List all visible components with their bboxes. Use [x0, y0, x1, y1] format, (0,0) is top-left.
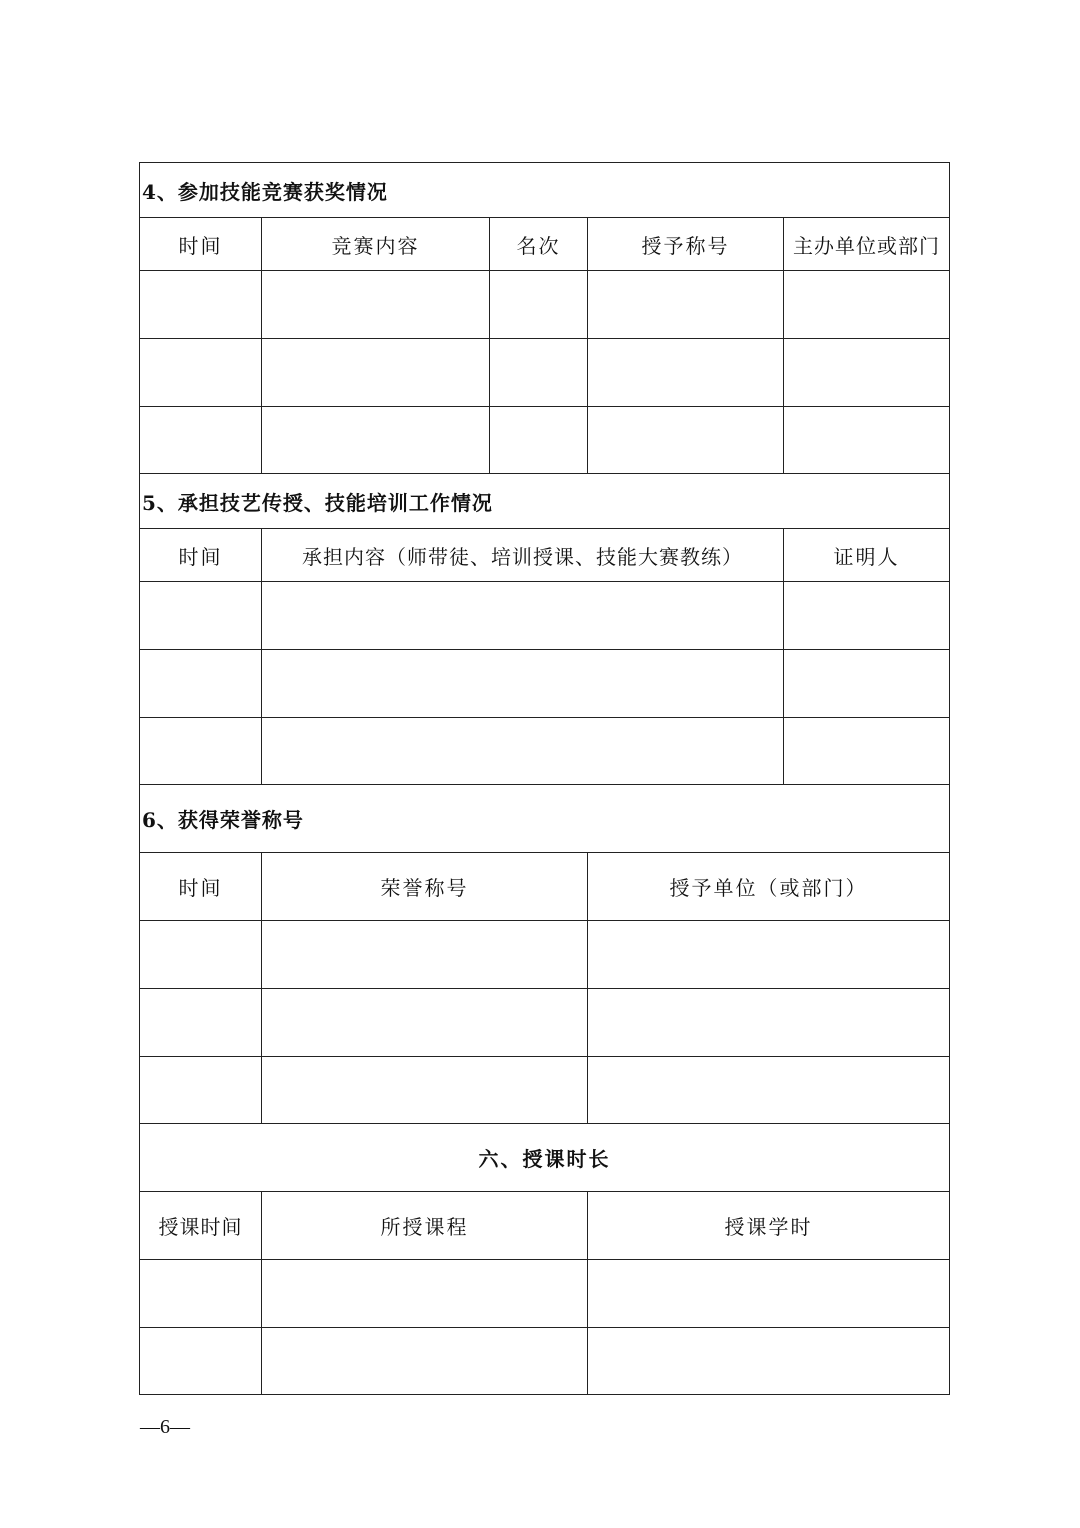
registration-form-table	[139, 162, 950, 1395]
column-header: 时间	[140, 529, 262, 582]
blank-row	[140, 989, 950, 1057]
blank-cell[interactable]	[784, 718, 950, 785]
blank-row	[140, 407, 950, 474]
blank-cell[interactable]	[588, 271, 784, 339]
blank-cell[interactable]	[262, 407, 490, 474]
blank-cell[interactable]	[784, 339, 950, 407]
blank-cell[interactable]	[262, 1328, 588, 1395]
teaching-header-row	[140, 1192, 950, 1260]
blank-cell[interactable]	[588, 921, 950, 989]
blank-row	[140, 1328, 950, 1395]
blank-cell[interactable]	[262, 650, 784, 718]
column-header: 授予称号	[588, 218, 784, 271]
blank-cell[interactable]	[588, 989, 950, 1057]
blank-cell[interactable]	[262, 921, 588, 989]
column-header: 授课学时	[588, 1192, 950, 1260]
blank-cell[interactable]	[490, 407, 588, 474]
blank-cell[interactable]	[262, 718, 784, 785]
blank-cell[interactable]	[588, 1057, 950, 1124]
section-5-header-row	[140, 529, 950, 582]
blank-cell[interactable]	[588, 339, 784, 407]
column-header: 时间	[140, 218, 262, 271]
section-title: 6、获得荣誉称号	[140, 785, 950, 853]
blank-row	[140, 650, 950, 718]
column-header: 荣誉称号	[262, 853, 588, 921]
column-header: 授予单位（或部门）	[588, 853, 950, 921]
blank-row	[140, 271, 950, 339]
blank-cell[interactable]	[262, 989, 588, 1057]
blank-row	[140, 1260, 950, 1328]
blank-cell[interactable]	[140, 650, 262, 718]
section-5-title-row	[140, 474, 950, 529]
teaching-title-row	[140, 1124, 950, 1192]
section-6-header-row	[140, 853, 950, 921]
column-header: 竞赛内容	[262, 218, 490, 271]
column-header: 主办单位或部门	[784, 218, 950, 271]
column-header: 时间	[140, 853, 262, 921]
blank-cell[interactable]	[784, 271, 950, 339]
blank-row	[140, 718, 950, 785]
blank-row	[140, 1057, 950, 1124]
section-4-header-row	[140, 218, 950, 271]
section-title: 4、参加技能竞赛获奖情况	[140, 163, 950, 218]
blank-cell[interactable]	[140, 339, 262, 407]
blank-cell[interactable]	[490, 271, 588, 339]
blank-row	[140, 921, 950, 989]
blank-cell[interactable]	[262, 339, 490, 407]
blank-row	[140, 339, 950, 407]
column-header: 承担内容（师带徒、培训授课、技能大赛教练）	[262, 529, 784, 582]
blank-row	[140, 582, 950, 650]
blank-cell[interactable]	[140, 1057, 262, 1124]
section-6-title-row	[140, 785, 950, 853]
blank-cell[interactable]	[588, 407, 784, 474]
blank-cell[interactable]	[262, 271, 490, 339]
blank-cell[interactable]	[262, 1260, 588, 1328]
blank-cell[interactable]	[140, 1260, 262, 1328]
column-header: 所授课程	[262, 1192, 588, 1260]
blank-cell[interactable]	[140, 718, 262, 785]
blank-cell[interactable]	[784, 650, 950, 718]
column-header: 名次	[490, 218, 588, 271]
blank-cell[interactable]	[140, 921, 262, 989]
column-header: 授课时间	[140, 1192, 262, 1260]
blank-cell[interactable]	[588, 1260, 950, 1328]
blank-cell[interactable]	[490, 339, 588, 407]
section-4-title-row	[140, 163, 950, 218]
blank-cell[interactable]	[140, 271, 262, 339]
section-title: 5、承担技艺传授、技能培训工作情况	[140, 474, 950, 529]
blank-cell[interactable]	[784, 582, 950, 650]
blank-cell[interactable]	[140, 407, 262, 474]
blank-cell[interactable]	[588, 1328, 950, 1395]
section-title: 六、授课时长	[140, 1124, 950, 1192]
blank-cell[interactable]	[784, 407, 950, 474]
page-number: —6—	[140, 1416, 190, 1438]
blank-cell[interactable]	[140, 989, 262, 1057]
blank-cell[interactable]	[262, 582, 784, 650]
blank-cell[interactable]	[140, 582, 262, 650]
column-header: 证明人	[784, 529, 950, 582]
blank-cell[interactable]	[262, 1057, 588, 1124]
blank-cell[interactable]	[140, 1328, 262, 1395]
